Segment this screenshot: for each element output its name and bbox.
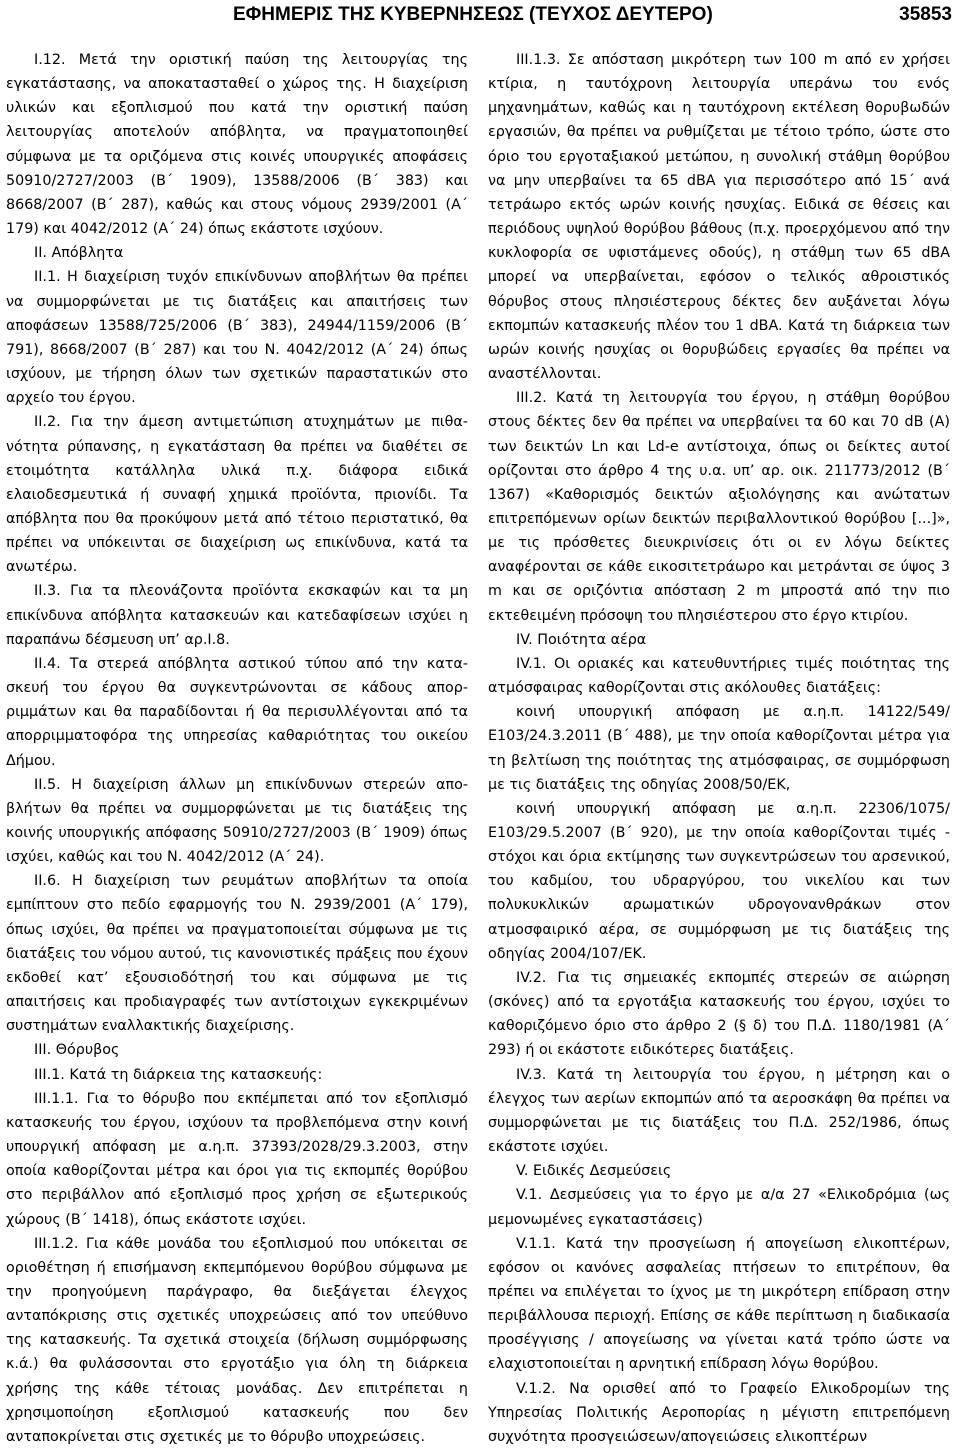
paragraph: Ι.12. Μετά την οριστική παύση της λειτουργίας της εγκατάστασης, να αποκατασταθεί ο χώρος της. Η διαχείριση υλικών και εξοπλισμού που κατά την οριστική παύση λειτουργίας αποτελούν απόβλητα, να πραγματοποιηθεί σύμφωνα με τα οριζόμενα στις κοινές υπουργικές αποφάσεις 50910/2727/2003 (Β΄ 1909), 13588/2006 (Β΄ 383) και 8668/2007 (Β΄ 287), καθώς και στους νόμους 2939/2001 (Α΄ 179) και 4042/2012 (Α΄ 24) όπως εκάστοτε ισχύουν.: [6, 52, 468, 238]
page-number: 35853: [899, 4, 952, 25]
page-header: [0, 0, 960, 46]
section-heading: IV. Ποιότητα αέρα: [516, 631, 647, 648]
paragraph: κοινή υπουργική απόφαση με α.η.π. 22306/1075/ Ε103/29.5.2007 (Β΄ 920), με την οποία καθορίζονται τιμές - στόχοι και όρια εκτίμησης των συγκεντρώσεων του αρσενικού, του καδμίου, του υδραργύρου, του νικελίου και των πολυκυκλικών αρωματικών υδρογονανθράκων στον ατμοσφαιρικό αέρα, σε συμμόρφωση με τις διατάξεις της οδηγίας 2004/107/ΕΚ.: [488, 800, 950, 962]
paragraph: V.1.1. Κατά την προσγείωση ή απογείωση ελικοπτέρων, εφόσον οι κανόνες ασφαλείας πτήσεων το επιτρέπουν, θα πρέπει να επιλέγεται το ίχνος με τη μικρότερη επίδραση στην περιβάλλουσα περιοχή. Επίσης σε κάθε περίπτωση η διαδικασία προσέγγισης / απογείωσης να γίνεται κατά τρόπο ώστε να ελαχιστοποιείται η αρνητική επίδραση λόγω θορύβου.: [488, 1235, 950, 1373]
section-heading: ΙΙ. Απόβλητα: [34, 245, 124, 262]
paragraph: V.1. Δεσμεύσεις για το έργο με α/α 27 «Ελικοδρόμια (ως μεμονωμένες εγκαταστάσεις): [488, 1187, 950, 1228]
paragraph: κοινή υπουργική απόφαση με α.η.π. 14122/549/ Ε103/24.3.2011 (Β΄ 488), με την οποία καθορίζονται μέτρα για τη βελτίωση της ποιότητας της ατμόσφαιρας, σε συμμόρφωση με τις διατάξεις της οδηγίας 2008/50/ΕΚ,: [488, 704, 950, 793]
gazette-title: ΕΦΗΜΕΡΙΣ ΤΗΣ ΚΥΒΕΡΝΗΣΕΩΣ (ΤΕΥΧΟΣ ΔΕΥΤΕΡΟ): [233, 4, 713, 25]
paragraph: ΙΙΙ.2. Κατά τη λειτουργία του έργου, η στάθμη θορύβου στους δέκτες δεν θα πρέπει να υπερβαίνει τα 60 και 70 dB (A) των δεικτών Ln και Ld-e αντίστοιχα, όπως οι δείκτες αυτοί ορίζονται στο άρθρο 4 της υ.α. υπ’ αρ. οικ. 211773/2012 (Β΄ 1367) «Καθορισμός δεικτών αξιολόγησης και ανώτατων επιτρεπόμενων ορίων δεικτών περιβαλλοντικού θορύβου [...]», με τις πρόσθετες διευκρινίσεις ότι οι εν λόγω δείκτες αναφέρονται σε κάθε εικοσιτετράωρο και μετράνται σε ύψος 3 m και σε οριζόντια απόσταση 2 m μπροστά από την πιο εκτεθειμένη πρόσοψη του πλησιέστερου στο έργο κτιρίου.: [488, 390, 950, 624]
paragraph: ΙΙΙ.1.2. Για κάθε μονάδα του εξοπλισμού που υπόκειται σε οριοθέτηση ή επισήμανση εκπεμπόμενου θορύβου σύμφωνα με την προηγούμενη παράγραφο, θα διεξάγεται έλεγχος ανταπόκρισης στις σχετικές υποχρεώσεις από τον υπεύθυνο της κατασκευής. Τα σχετικά στοιχεία (δήλωση συμμόρφωσης κ.ά.) θα φυλάσσονται στο εργοτάξιο για όλη τη διάρκεια χρήσης της κάθε τέτοιας μονάδας. Δεν επιτρέπεται η χρησιμοποίηση εξοπλισμού κατασκευής που δεν ανταποκρίνεται στις σχετικές με το θόρυβο υποχρεώσεις.: [6, 1235, 468, 1445]
paragraph: IV.1. Οι οριακές και κατευθυντήριες τιμές ποιότητας της ατμόσφαιρας καθορίζονται στις ακόλουθες διατάξεις:: [488, 655, 950, 697]
paragraph: IV.2. Για τις σημειακές εκπομπές στερεών σε αιώρηση (σκόνες) από τα εργοτάξια κατασκευής του έργου, ισχύει το καθοριζόμενο όριο στο άρθρο 2 (§ δ) του Π.Δ. 1180/1981 (Α΄ 293) ή οι εκάστοτε ειδικότερες διατάξεις.: [488, 969, 950, 1059]
paragraph: ΙΙ.3. Για τα πλεονάζοντα προϊόντα εκσκαφών και τα μη επικίνδυνα απόβλητα κατασκευών και κατεδαφίσεων ισχύει η παραπάνω δέσμευση υπ’ αρ.Ι.8.: [6, 583, 468, 648]
paragraph: ΙΙΙ.1.3. Σε απόσταση μικρότερη των 100 m από εν χρήσει κτίρια, η ταυτόχρονη λειτουργία υπεράνω του ενός μηχανημάτων, καθώς και η ταυτόχρονη εκτέλεση θορυβωδών εργασιών, θα πρέπει να ρυθμίζεται με τέτοιο τρόπο, ώστε στο όριο του εργοταξιακού μετώπου, η συνολική στάθμη θορύβου να μην υπερβαίνει τα 65 dBA για περισσότερο από 15΄ ανά τετράωρο εκτός ωρών κοινής ησυχίας. Ειδικά σε θέσεις και περιόδους υψηλού θορύβου βάθους (π.χ. προερχόμενου από την κυκλοφορία σε υφιστάμενες οδούς), η στάθμη των 65 dBA μπορεί να υπερβαίνεται, εφόσον ο τελικός αθροιστικός θόρυβος στους πλησιέστερους δέκτες δεν αυξάνεται λόγω εκπομπών κατασκευής πλέον του 1 dBA. Κατά τη διάρκεια των ωρών κοινής ησυχίας οι θορυβώδεις εργασίες θα πρέπει να αναστέλλονται.: [488, 52, 950, 383]
paragraph: ΙΙ.6. Η διαχείριση των ρευμάτων αποβλήτων τα οποία εμπίπτουν στο πεδίο εφαρμογής του Ν. 2939/2001 (Α΄ 179), όπως ισχύει, θα πρέπει να πραγματοποιείται σύμφωνα με τις διατάξεις του νόμου αυτού, τις κανονιστικές πράξεις που έχουν εκδοθεί κατ’ εξουσιοδότησή του και σύμφωνα με τις απαιτήσεις και προδιαγραφές των αντίστοιχων εγκεκριμένων συστημάτων εναλλακτικής διαχείρισης.: [6, 873, 468, 1035]
paragraph: ΙΙ.1. Η διαχείριση τυχόν επικίνδυνων αποβλήτων θα πρέπει να συμμορφώνεται με τις διατάξεις και απαιτήσεις των αποφάσεων 13588/725/2006 (Β΄ 383), 24944/1159/2006 (Β΄ 791), 8668/2007 (Β΄ 287) και του Ν. 4042/2012 (Α΄ 24) όπως ισχύουν, με τήρηση όλων των σχετικών παραστατικών στο αρχείο του έργου.: [6, 269, 468, 407]
paragraph: ΙΙΙ.1. Κατά τη διάρκεια της κατασκευής:: [34, 1066, 323, 1083]
paragraph: ΙΙ.4. Τα στερεά απόβλητα αστικού τύπου από την κατασκευή του έργου θα συγκεντρώνονται σε κάδους απορριμμάτων και θα παραδίδονται ή θα περισυλλέγονται από τα απορριμματοφόρα της υπηρεσίας καθαριότητας του οικείου Δήμου.: [6, 655, 468, 769]
paragraph: ΙΙ.2. Για την άμεση αντιμετώπιση ατυχημάτων με πιθανότητα ρύπανσης, η εγκατάσταση θα πρέπει να διαθέτει σε ετοιμότητα κατάλληλα υλικά π.χ. διάφορα ειδικά ελαιοδεσμευτικά ή συναφή χημικά προϊόντα, πριονίδι. Τα απόβλητα που θα προκύψουν μετά από τέτοιο περιστατικό, θα πρέπει να υπόκεινται σε διαχείριση ως επικίνδυνα, κατά τα ανωτέρω.: [6, 414, 468, 576]
paragraph: ΙΙΙ.1.1. Για το θόρυβο που εκπέμπεται από τον εξοπλισμό κατασκευής του έργου, ισχύουν τα προβλεπόμενα στην κοινή υπουργική απόφαση με α.η.π. 37393/2028/29.3.2003, στην οποία καθορίζονται μέτρα και όροι για τις εκπομπές θορύβου στο περιβάλλον από εξοπλισμό προς χρήση σε εξωτερικούς χώρους (Β΄ 1418), όπως εκάστοτε ισχύει.: [6, 1090, 468, 1228]
paragraph: IV.3. Κατά τη λειτουργία του έργου, η μέτρηση και ο έλεγχος των αερίων εκπομπών από τα αεροσκάφη θα πρέπει να συμμορφώνεται με τις διατάξεις του Π.Δ. 252/1986, όπως εκάστοτε ισχύει.: [488, 1066, 950, 1156]
paragraph: V.1.2. Να ορισθεί από το Γραφείο Ελικοδρομίων της Υπηρεσίας Πολιτικής Αεροπορίας η μέγιστη επιτρεπόμενη συχνότητα προσγειώσεων/απογειώσεις ελικοπτέρων: [488, 1380, 950, 1445]
paragraph: ΙΙ.5. Η διαχείριση άλλων μη επικίνδυνων στερεών αποβλήτων θα πρέπει να συμμορφώνεται με τις διατάξεις της κοινής υπουργικής απόφασης 50910/2727/2003 (Β΄ 1909) όπως ισχύει, καθώς και του Ν. 4042/2012 (Α΄ 24).: [6, 776, 468, 866]
section-heading: ΙΙΙ. Θόρυβος: [34, 1042, 120, 1059]
right-column: [488, 48, 950, 1449]
section-heading: V. Ειδικές Δεσμεύσεις: [516, 1163, 672, 1180]
left-column: [6, 48, 468, 1449]
